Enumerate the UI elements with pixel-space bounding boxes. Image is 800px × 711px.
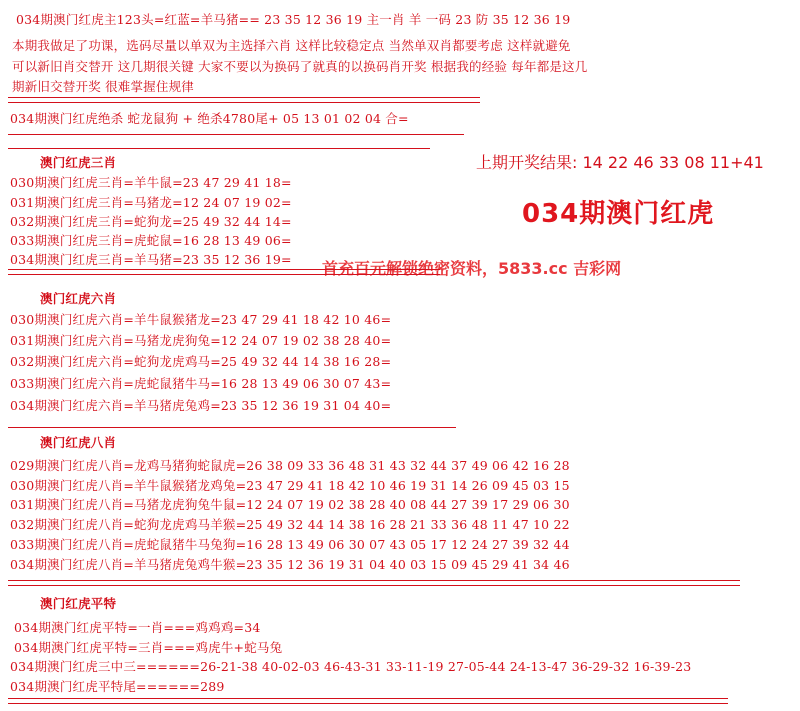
header-line-1: 034期澳门红虎主123头=红蓝=羊马猪== 23 35 12 36 19 主一肖 羊 一码 23 防 35 12 36 19 [16, 12, 571, 27]
special-row: 034期澳门红虎平特尾======289 [10, 679, 225, 694]
separator [8, 97, 480, 103]
three-row: 034期澳门红虎三肖=羊马猪=23 35 12 36 19= [10, 252, 292, 267]
three-section-title: 澳门红虎三肖 [40, 155, 117, 170]
eight-row: 033期澳门红虎八肖=虎蛇鼠猪牛马兔狗=16 28 13 49 06 30 07 43 05 17 12 24 27 39 32 44 [10, 537, 570, 552]
special-row: 034期澳门红虎三中三======26-21-38 40-02-03 46-43-31 33-11-19 27-05-44 24-13-47 36-29-32 16-39-23 [10, 659, 692, 674]
description-line-1: 本期我做足了功课，选码尽量以单双为主选择六肖 这样比较稳定点 当然单双肖都要考虑 这样就避免 [12, 38, 571, 53]
separator [8, 580, 740, 586]
eight-row: 032期澳门红虎八肖=蛇狗龙虎鸡马羊猴=25 49 32 44 14 38 16 28 21 33 36 48 11 47 10 22 [10, 517, 570, 532]
eight-row: 034期澳门红虎八肖=羊马猪虎兔鸡牛猴=23 35 12 36 19 31 04 40 03 15 09 45 29 41 34 46 [10, 557, 570, 572]
six-row: 033期澳门红虎六肖=虎蛇鼠猪牛马=16 28 13 49 06 30 07 43= [10, 376, 392, 391]
eight-row: 030期澳门红虎八肖=羊牛鼠猴猪龙鸡兔=23 47 29 41 18 42 10 46 19 31 14 26 09 45 03 15 [10, 478, 570, 493]
special-section-title: 澳门红虎平特 [40, 596, 117, 611]
description-line-2: 可以新旧肖交替开 这几期很关键 大家不要以为换码了就真的以换码肖开奖 根据我的经验 每年都是这几 [12, 59, 588, 74]
separator [8, 134, 464, 135]
six-row: 034期澳门红虎六肖=羊马猪虎兔鸡=23 35 12 36 19 31 04 40= [10, 398, 392, 413]
six-row: 030期澳门红虎六肖=羊牛鼠猴猪龙=23 47 29 41 18 42 10 46= [10, 312, 392, 327]
three-row: 033期澳门红虎三肖=虎蛇鼠=16 28 13 49 06= [10, 233, 292, 248]
separator [8, 269, 440, 275]
description-line-3: 期新旧交替开奖 很难掌握住规律 [12, 79, 194, 94]
three-row: 032期澳门红虎三肖=蛇狗龙=25 49 32 44 14= [10, 214, 292, 229]
eight-section-title: 澳门红虎八肖 [40, 435, 117, 450]
eight-row: 029期澳门红虎八肖=龙鸡马猪狗蛇鼠虎=26 38 09 33 36 48 31 43 32 44 37 49 06 42 16 28 [10, 458, 570, 473]
issue-big-title: 034期澳门红虎 [522, 199, 715, 229]
separator [8, 698, 728, 704]
three-row: 030期澳门红虎三肖=羊牛鼠=23 47 29 41 18= [10, 175, 292, 190]
three-row: 031期澳门红虎三肖=马猪龙=12 24 07 19 02= [10, 195, 292, 210]
six-row: 031期澳门红虎六肖=马猪龙虎狗兔=12 24 07 19 02 38 28 40= [10, 333, 392, 348]
special-row: 034期澳门红虎平特=一肖===鸡鸡鸡=34 [14, 620, 261, 635]
separator [8, 148, 430, 149]
last-draw-result: 上期开奖结果: 14 22 46 33 08 11+41 [476, 153, 764, 172]
special-row: 034期澳门红虎平特=三肖===鸡虎牛+蛇马兔 [14, 640, 283, 655]
six-row: 032期澳门红虎六肖=蛇狗龙虎鸡马=25 49 32 44 14 38 16 28= [10, 354, 392, 369]
eight-row: 031期澳门红虎八肖=马猪龙虎狗兔牛鼠=12 24 07 19 02 38 28 40 08 44 27 39 17 29 06 30 [10, 497, 570, 512]
promo-banner-link[interactable]: 首充百元解锁绝密资料，5833.cc 吉彩网 [322, 259, 622, 278]
separator [8, 427, 456, 428]
kill-line: 034期澳门红虎绝杀 蛇龙鼠狗 + 绝杀4780尾+ 05 13 01 02 04 合= [10, 111, 409, 126]
six-section-title: 澳门红虎六肖 [40, 291, 117, 306]
